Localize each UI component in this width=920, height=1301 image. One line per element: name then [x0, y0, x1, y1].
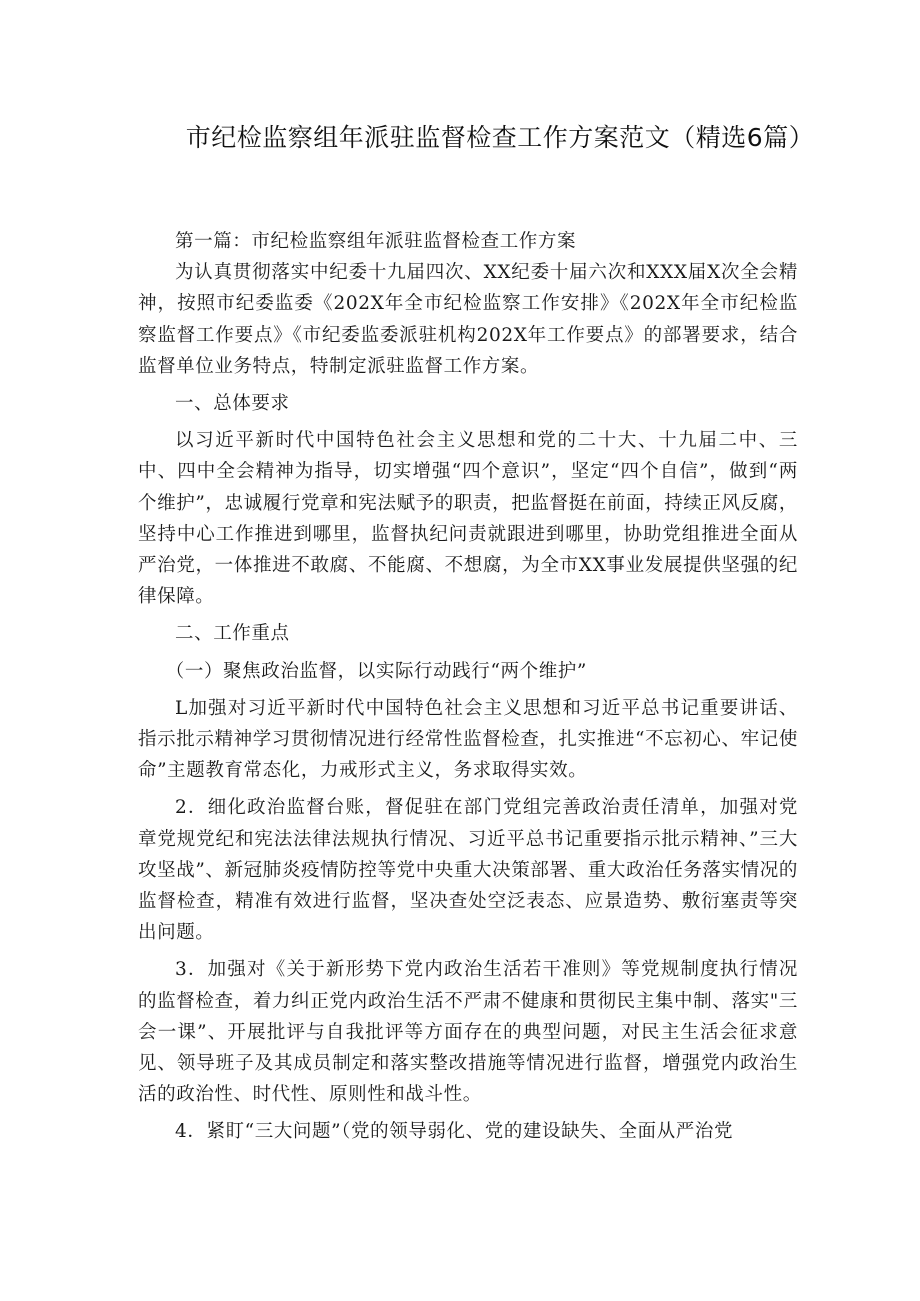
- general-requirements-paragraph: 以习近平新时代中国特色社会主义思想和党的二十大、十九届二中、三中、四中全会精神为指导，切实增强“四个意识”，坚定“四个自信”，做到“两个维护”，忠诚履行党章和宪法赋予的职责，把监督挺在前面，持续正风反腐，坚持中心工作推进到哪里，监督执纪问责就跟进到哪里，协助党组推进全面从严治党，一体推进不敢腐、不能腐、不想腐，为全市XX事业发展提供坚强的纪律保障。: [138, 430, 798, 608]
- section-heading-part-one: 第一篇：市纪检监察组年派驻监督检查工作方案: [175, 231, 577, 252]
- item-3-paragraph: 3．加强对《关于新形势下党内政治生活若干准则》等党规制度执行情况的监督检查，着力纠正党内政治生活不严肃不健康和贯彻民主集中制、落实"三会一课”、开展批评与自我批评等方面存在的典型问题，对民主生活会征求意见、领导班子及其成员制定和落实整改措施等情况进行监督，增强党内政治生活的政治性、时代性、原则性和战斗性。: [138, 959, 798, 1106]
- document-title: 市纪检监察组年派驻监督检查工作方案范文（精选6篇）: [185, 123, 815, 152]
- document-body: [138, 226, 798, 1148]
- intro-paragraph: 为认真贯彻落实中纪委十九届四次、XX纪委十届六次和XXX届X次全会精神，按照市纪委监委《202X年全市纪检监察工作安排》《202X年全市纪检监察监督工作要点》《市纪委监委派驻机构202X年工作要点》的部署要求，结合监督单位业务特点，特制定派驻监督工作方案。: [138, 262, 798, 377]
- heading-general-requirements: 一、总体要求: [175, 393, 290, 415]
- heading-work-focus: 二、工作重点: [175, 623, 290, 645]
- item-2-paragraph: 2．细化政治监督台账，督促驻在部门党组完善政治责任清单，加强对党章党规党纪和宪法法律法规执行情况、习近平总书记重要指示批示精神、”三大攻坚战”、新冠肺炎疫情防控等党中央重大决策部署、重大政治任务落实情况的监督检查，精准有效进行监督，坚决查处空泛表态、应景造势、敷衍塞责等突出问题。: [138, 797, 798, 944]
- item-1-paragraph: L加强对习近平新时代中国特色社会主义思想和习近平总书记重要讲话、指示批示精神学习贯彻情况进行经常性监督检查，扎实推进“不忘初心、牢记使命”主题教育常态化，力戒形式主义，务求取得实效。: [138, 697, 798, 782]
- item-4-paragraph: 4．紧盯“三大问题”（党的领导弱化、党的建设缺失、全面从严治党: [175, 1121, 734, 1143]
- subheading-political-supervision: （一）聚焦政治监督，以实际行动践行“两个维护”: [165, 660, 587, 682]
